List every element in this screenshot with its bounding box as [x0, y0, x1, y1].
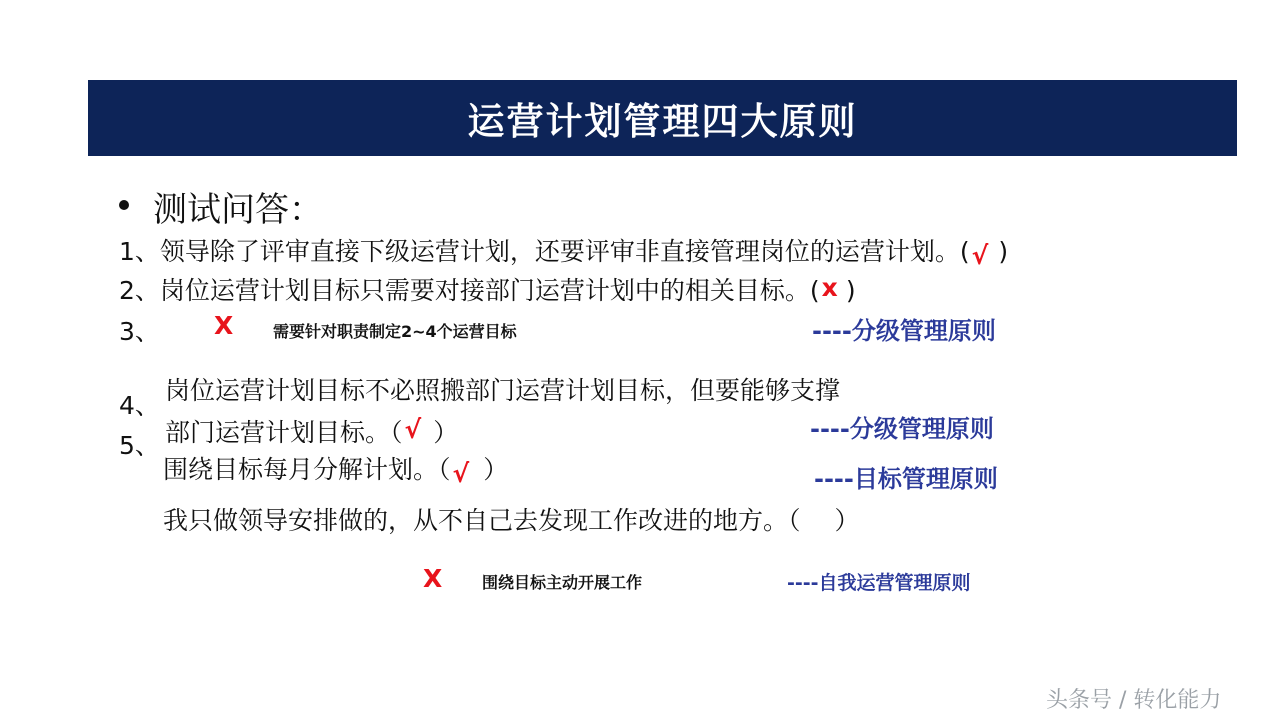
check-mark: √ [971, 241, 989, 270]
question-4-text-a: 岗位运营计划目标不必照搬部门运营计划目标，但要能够支撑 [165, 376, 841, 405]
question-1-text: 1、领导除了评审直接下级运营计划，还要评审非直接管理岗位的运营计划。( [119, 237, 970, 266]
question-4-line-b [165, 413, 458, 449]
check-mark: √ [404, 415, 422, 444]
question-5-text: 围绕目标每月分解计划。（ [163, 455, 451, 484]
watermark-text: 头条号 / 转化能力 [1046, 688, 1222, 713]
question-2 [119, 271, 856, 307]
question-4-number: 4、 [119, 391, 160, 420]
question-4-text-b: 部门运营计划目标。（ [165, 418, 403, 447]
principle-label-4: ----分级管理原则 [810, 415, 994, 443]
answer-note-6: 围绕目标主动开展工作 [482, 573, 643, 592]
close-paren: ) [845, 276, 856, 305]
question-3-number: 3、 [119, 317, 160, 346]
principle-label-5: ----目标管理原则 [814, 465, 998, 493]
question-5-line [163, 450, 508, 486]
answer-note-3: 需要针对职责制定2~4个运营目标 [273, 322, 517, 341]
check-mark: √ [452, 459, 470, 488]
close-paren: ） [483, 455, 509, 484]
title-banner [88, 80, 1237, 156]
cross-mark: X [423, 564, 443, 593]
close-paren: ） [433, 418, 459, 447]
principle-label-3: ----分级管理原则 [812, 317, 996, 345]
cross-mark: X [214, 311, 234, 340]
question-5-number: 5、 [119, 431, 160, 460]
question-1 [119, 232, 1008, 268]
close-paren: ） [834, 506, 860, 535]
question-6-line [163, 501, 860, 537]
principle-label-6: ----自我运营管理原则 [787, 572, 971, 594]
question-6-text: 我只做领导安排做的，从不自己去发现工作改进的地方。（ [163, 506, 801, 535]
bullet-dot [119, 200, 129, 210]
section-heading: 测试问答： [153, 190, 323, 230]
question-2-text: 2、岗位运营计划目标只需要对接部门运营计划中的相关目标。( [119, 276, 820, 305]
cross-mark: x [821, 273, 838, 302]
slide-title: 运营计划管理四大原则 [467, 99, 858, 143]
close-paren: ) [998, 237, 1009, 266]
